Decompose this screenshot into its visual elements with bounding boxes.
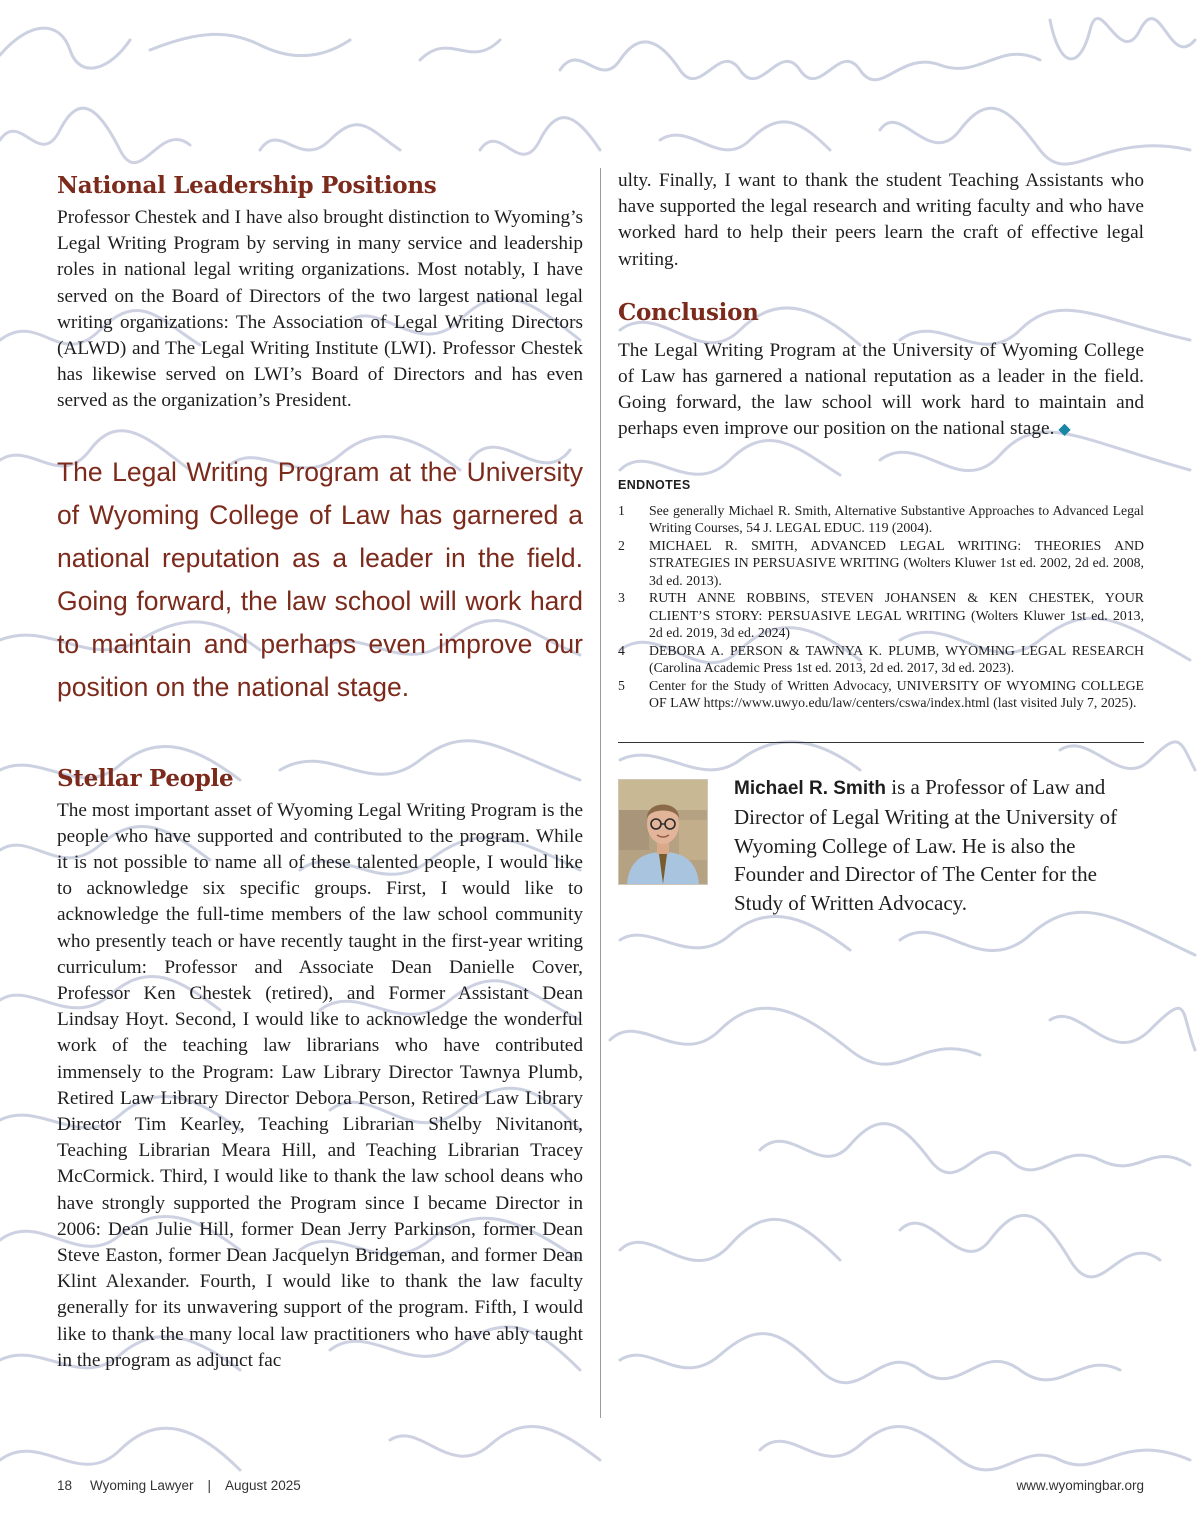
endnote-item (618, 502, 1144, 537)
endnote-text: DEBORA A. PERSON & TAWNYA K. PLUMB, WYOMING LEGAL RESEARCH (Carolina Academic Press 1st ed. 2013, 2d ed. 2017, 3d ed. 2023). (649, 642, 1144, 676)
publication-name: Wyoming Lawyer (90, 1478, 194, 1493)
endnote-number: 5 (618, 677, 625, 693)
endnote-number: 2 (618, 537, 625, 553)
endnote-number: 3 (618, 590, 625, 606)
page-number: 18 (57, 1478, 73, 1493)
endnote-item (618, 677, 1144, 712)
author-photo (618, 779, 708, 885)
footer-left (57, 1478, 301, 1493)
conclusion-text: The Legal Writing Program at the University of Wyoming College of Law has garnered a national reputation as a leader in the field. Going forward, the law school will work hard to maintain and perhaps even improve our position on the national stage. (618, 339, 1144, 440)
author-bio (618, 774, 1144, 918)
pull-quote: The Legal Writing Program at the University of Wyoming College of Law has garnered a national reputation as a leader in the field. Going forward, the law school will work hard to maintain and perhaps even improve our position on the national stage. (57, 456, 583, 702)
page-footer (57, 1478, 1144, 1493)
national-leadership-heading: National Leadership Positions (57, 172, 437, 199)
endnote-text: Center for the Study of Written Advocacy, UNIVERSITY OF WYOMING COLLEGE OF LAW https://www.uwyo.edu/law/centers/cswa/index.html (last visited July 7, 2025). (649, 677, 1144, 711)
endnote-text: RUTH ANNE ROBBINS, STEVEN JOHANSEN & KEN CHESTEK, YOUR CLIENT’S STORY: PERSUASIVE LEGAL WRITING (Wolters Kluwer 1st ed. 2013, 2d ed. 2019, 3d ed. 2024) (649, 590, 1144, 641)
bio-divider (618, 742, 1144, 743)
endnote-item (618, 589, 1144, 642)
endnote-text: MICHAEL R. SMITH, ADVANCED LEGAL WRITING: THEORIES AND STRATEGIES IN PERSUASIVE WRITING (Wolters Kluwer 1st ed. 2002, 2d ed. 2008, 3d ed. 2013). (649, 537, 1144, 588)
issue-date: August 2025 (224, 1478, 301, 1493)
stellar-people-continuation: ulty. Finally, I want to thank the student Teaching Assistants who have supported the legal research and writing faculty and who have worked hard to help their peers learn the craft of effective legal writing. (618, 170, 1144, 270)
endnote-item (618, 537, 1144, 590)
footer-separator: | (207, 1478, 211, 1493)
website-link[interactable]: www.wyomingbar.org (1016, 1478, 1144, 1493)
endnote-item (618, 642, 1144, 677)
right-column (618, 168, 1144, 917)
conclusion-heading: Conclusion (618, 298, 759, 326)
conclusion-body (618, 338, 1144, 444)
column-divider (600, 168, 601, 1418)
author-bio-text (734, 773, 1144, 918)
endnote-number: 1 (618, 502, 625, 518)
stellar-people-body: The most important asset of Wyoming Legal Writing Program is the people who have supported and contributed to the program. While it is not possible to name all of these talented people, I would like to acknowledge six specific groups. First, I would like to acknowledge the full-time members of the law school community who presently teach or have recently taught in the first-year writing curriculum: Professor and Associate Dean Danielle Cover, Professor Ken Chestek (retired), and Former Assistant Dean Lindsay Hoyt. Second, I would like to acknowledge the wonderful work of the teaching law librarians who have contributed immensely to the Program: Law Library Director Tawnya Plumb, Retired Law Library Director Debora Person, Retired Law Library Director Tim Kearley, Teaching Librarian Shelby Nivitanont, Teaching Librarian Meara Hill, and Teaching Librarian Tracey McCormick. Third, I would like to thank the law school deans who have strongly supported the Program since I became Director in 2006: Dean Julie Hill, former Dean Jerry Parkinson, former Dean Steve Easton, former Dean Jacquelyn Bridgeman, and former Dean Klint Alexander. Fourth, I would like to thank the law faculty generally for its unwavering support of the program. Fifth, I would like to thank the many local law practitioners who have ably taught in the program as adjunct fac (57, 799, 583, 1371)
author-name: Michael R. Smith (734, 777, 887, 799)
endnotes-title: ENDNOTES (618, 477, 691, 492)
endnote-text: See generally Michael R. Smith, Alternative Substantive Approaches to Advanced Legal Writing Courses, 54 J. LEGAL EDUC. 119 (2004). (649, 502, 1144, 536)
left-column (57, 172, 583, 1374)
author-description: is a Professor of Law and Director of Legal Writing at the University of Wyoming College of Law. He is also the Founder and Director of The Center for the Study of Written Advocacy. (734, 774, 1118, 915)
endnote-number: 4 (618, 642, 625, 658)
end-of-article-icon: ◆ (1058, 421, 1071, 439)
stellar-people-heading: Stellar People (57, 764, 234, 792)
national-leadership-body: Professor Chestek and I have also brought distinction to Wyoming’s Legal Writing Program by serving in many service and leadership roles in national legal writing organizations. Most notably, I have served on the Board of Directors of the two largest national legal writing organizations: The Association of Legal Writing Directors (ALWD) and The Legal Writing Institute (LWI). Professor Chestek has likewise served on LWI’s Board of Directors and has even served as the organization’s President. (57, 207, 583, 412)
endnotes-list (618, 502, 1144, 712)
